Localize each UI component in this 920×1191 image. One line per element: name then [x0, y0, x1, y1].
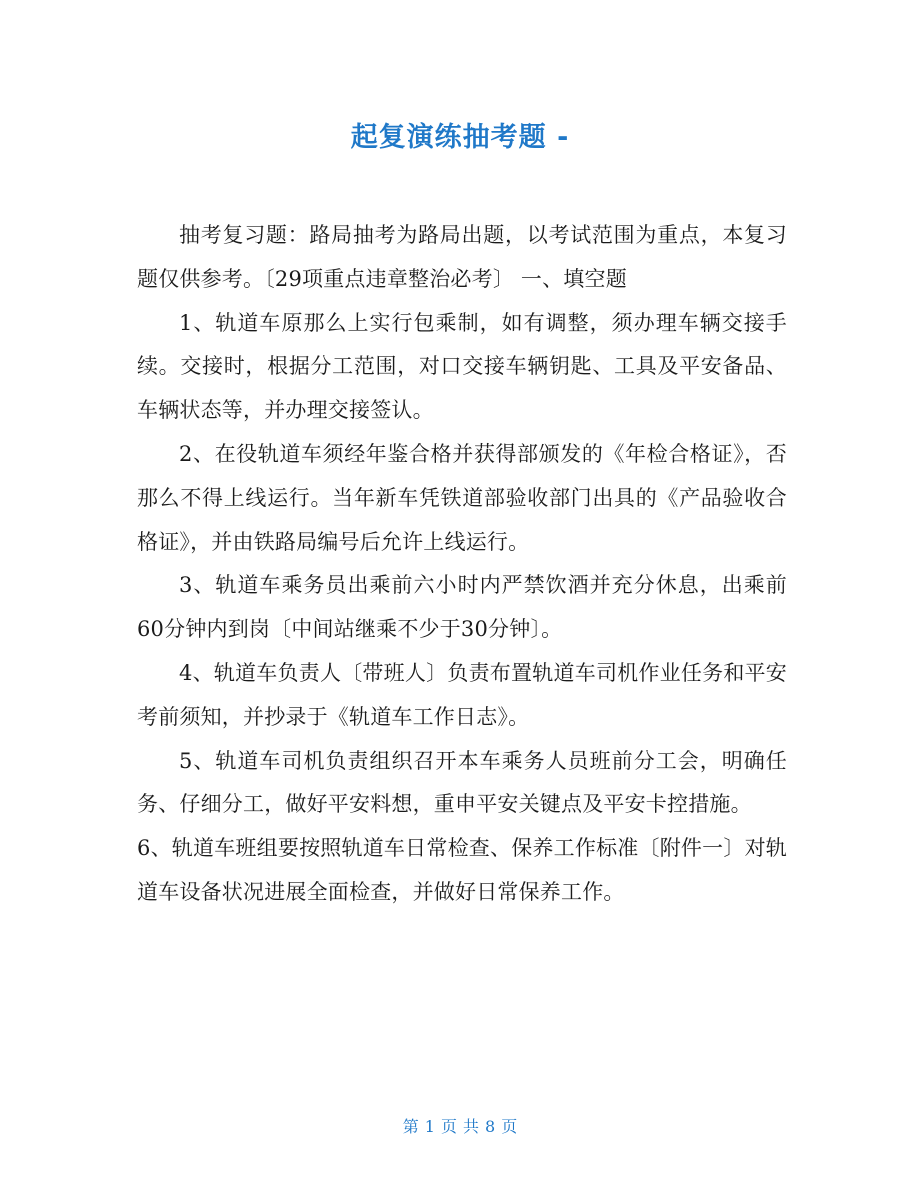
footer-label-gong: 共	[463, 1117, 480, 1136]
document-title: 起复演练抽考题 -	[350, 122, 570, 153]
page-footer	[0, 1114, 920, 1137]
question-paragraph-2: 2、在役轨道车须经年鉴合格并获得部颁发的《年检合格证》，否那么不得上线运行。当年新车凭铁道部验收部门出具的《产品验收合格证》，并由铁路局编号后允许上线运行。	[137, 441, 787, 554]
footer-current-page: 1	[424, 1117, 435, 1136]
footer-label-ye: 页	[440, 1117, 457, 1136]
question-paragraph-4: 4、轨道车负责人〔带班人〕负责布置轨道车司机作业任务和平安考前须知，并抄录于《轨道车工作日志》。	[137, 660, 787, 729]
footer-total-pages: 8	[485, 1117, 496, 1136]
footer-label-ye-2: 页	[501, 1117, 518, 1136]
question-paragraph-6: 6、轨道车班组要按照轨道车日常检查、保养工作标准〔附件一〕对轨道车设备状况进展全面检查，并做好日常保养工作。	[137, 836, 787, 904]
intro-paragraph: 抽考复习题：路局抽考为路局出题，以考试范围为重点，本复习题仅供参考。〔29项重点违章整治必考〕 一、填空题	[137, 223, 787, 291]
footer-label-di: 第	[402, 1117, 419, 1136]
document-body	[137, 214, 787, 915]
question-paragraph-3: 3、轨道车乘务员出乘前六小时内严禁饮酒并充分休息，出乘前60分钟内到岗〔中间站继乘不少于30分钟〕。	[137, 573, 787, 642]
question-paragraph-1: 1、轨道车原那么上实行包乘制，如有调整，须办理车辆交接手续。交接时，根据分工范围，对口交接车辆钥匙、工具及平安备品、车辆状态等，并办理交接签认。	[137, 310, 787, 423]
question-paragraph-5: 5、轨道车司机负责组织召开本车乘务人员班前分工会，明确任务、仔细分工，做好平安料想，重申平安关键点及平安卡控措施。	[137, 748, 787, 817]
